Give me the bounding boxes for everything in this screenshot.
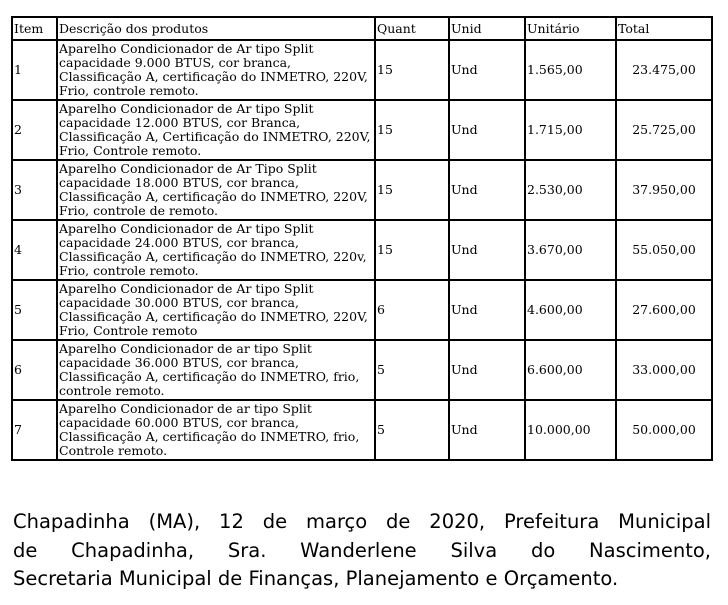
description-line: Classificação A, Certificação do INMETRO, 220V, <box>59 129 371 144</box>
table-row <box>12 100 712 160</box>
description-line: Controle remoto. <box>59 443 168 458</box>
footer-line: Chapadinha (MA), 12 de março de 2020, Prefeitura Municipal <box>13 510 711 533</box>
header-total: Total <box>616 17 712 40</box>
products-table <box>11 16 713 461</box>
cell-unit-price: 2.530,00 <box>525 160 616 220</box>
cell-item: 6 <box>12 340 57 400</box>
cell-unit-price: 1.565,00 <box>525 40 616 100</box>
cell-quantity: 5 <box>375 340 449 400</box>
table-row <box>12 340 712 400</box>
description-line: Aparelho Condicionador de Ar tipo Split <box>59 41 314 56</box>
description-line: capacidade 30.000 BTUS, cor branca, <box>59 295 299 310</box>
footer-line: de Chapadinha, Sra. Wanderlene Silva do Nascimento, <box>13 538 711 562</box>
description-line: Frio, controle remoto. <box>59 83 199 98</box>
description-line: Classificação A, certificação do INMETRO, 220v, <box>59 249 367 264</box>
header-description: Descrição dos produtos <box>57 17 375 40</box>
cell-quantity: 15 <box>375 160 449 220</box>
description-line: capacidade 60.000 BTUS, cor branca, <box>59 415 299 430</box>
cell-item: 3 <box>12 160 57 220</box>
header-unit: Unid <box>449 17 525 40</box>
description-line: Classificação A, certificação do INMETRO, 220V, <box>59 309 368 324</box>
description-line: capacidade 12.000 BTUS, cor Branca, <box>59 115 301 130</box>
table-row <box>12 400 712 460</box>
cell-unit: Und <box>449 220 525 280</box>
description-line: Frio, controle remoto. <box>59 263 199 278</box>
description-line: Frio, Controle remoto <box>59 323 198 338</box>
cell-unit-price: 1.715,00 <box>525 100 616 160</box>
cell-total: 33.000,00 <box>616 340 712 400</box>
cell-description <box>57 400 375 460</box>
description-line: capacidade 18.000 BTUS, cor branca, <box>59 175 299 190</box>
cell-item: 1 <box>12 40 57 100</box>
cell-quantity: 6 <box>375 280 449 340</box>
description-line: Aparelho Condicionador de ar tipo Split <box>59 341 312 356</box>
table-row <box>12 280 712 340</box>
cell-item: 5 <box>12 280 57 340</box>
cell-item: 2 <box>12 100 57 160</box>
header-quantity: Quant <box>375 17 449 40</box>
description-line: capacidade 9.000 BTUS, cor branca, <box>59 55 291 70</box>
table-row <box>12 220 712 280</box>
cell-quantity: 15 <box>375 40 449 100</box>
cell-total: 23.475,00 <box>616 40 712 100</box>
cell-item: 7 <box>12 400 57 460</box>
cell-unit: Und <box>449 400 525 460</box>
description-line: Classificação A, certificação do INMETRO, 220V, <box>59 69 368 84</box>
table-row <box>12 160 712 220</box>
cell-item: 4 <box>12 220 57 280</box>
description-line: Classificação A, certificação do INMETRO, frio, <box>59 429 360 444</box>
cell-total: 37.950,00 <box>616 160 712 220</box>
cell-total: 55.050,00 <box>616 220 712 280</box>
cell-description <box>57 160 375 220</box>
footer-line: Secretaria Municipal de Finanças, Planejamento e Orçamento. <box>13 567 619 590</box>
table-header-row <box>12 17 712 40</box>
description-line: capacidade 24.000 BTUS, cor branca, <box>59 235 299 250</box>
cell-quantity: 5 <box>375 400 449 460</box>
cell-description <box>57 40 375 100</box>
cell-quantity: 15 <box>375 100 449 160</box>
cell-unit: Und <box>449 100 525 160</box>
cell-unit: Und <box>449 280 525 340</box>
description-line: capacidade 36.000 BTUS, cor branca, <box>59 355 299 370</box>
cell-description <box>57 280 375 340</box>
description-line: Classificação A, certificação do INMETRO, frio, <box>59 369 360 384</box>
description-line: Classificação A, certificação do INMETRO, 220V, <box>59 189 368 204</box>
cell-unit-price: 3.670,00 <box>525 220 616 280</box>
cell-unit: Und <box>449 340 525 400</box>
header-unit-price: Unitário <box>525 17 616 40</box>
cell-total: 27.600,00 <box>616 280 712 340</box>
cell-total: 25.725,00 <box>616 100 712 160</box>
table-row <box>12 40 712 100</box>
cell-unit: Und <box>449 40 525 100</box>
description-line: Aparelho Condicionador de ar tipo Split <box>59 401 312 416</box>
description-line: Aparelho Condicionador de Ar Tipo Split <box>59 161 317 176</box>
description-line: Aparelho Condicionador de Ar tipo Split <box>59 101 314 116</box>
cell-unit-price: 6.600,00 <box>525 340 616 400</box>
description-line: Frio, Controle remoto. <box>59 143 202 158</box>
cell-total: 50.000,00 <box>616 400 712 460</box>
description-line: Aparelho Condicionador de Ar tipo Split <box>59 221 314 236</box>
description-line: Aparelho Condicionador de Ar tipo Split <box>59 281 314 296</box>
description-line: Frio, controle de remoto. <box>59 203 219 218</box>
cell-unit: Und <box>449 160 525 220</box>
cell-unit-price: 4.600,00 <box>525 280 616 340</box>
cell-description <box>57 340 375 400</box>
description-line: controle remoto. <box>59 383 165 398</box>
signature-paragraph <box>13 508 711 594</box>
cell-quantity: 15 <box>375 220 449 280</box>
header-item: Item <box>12 17 57 40</box>
cell-description <box>57 100 375 160</box>
cell-unit-price: 10.000,00 <box>525 400 616 460</box>
cell-description <box>57 220 375 280</box>
